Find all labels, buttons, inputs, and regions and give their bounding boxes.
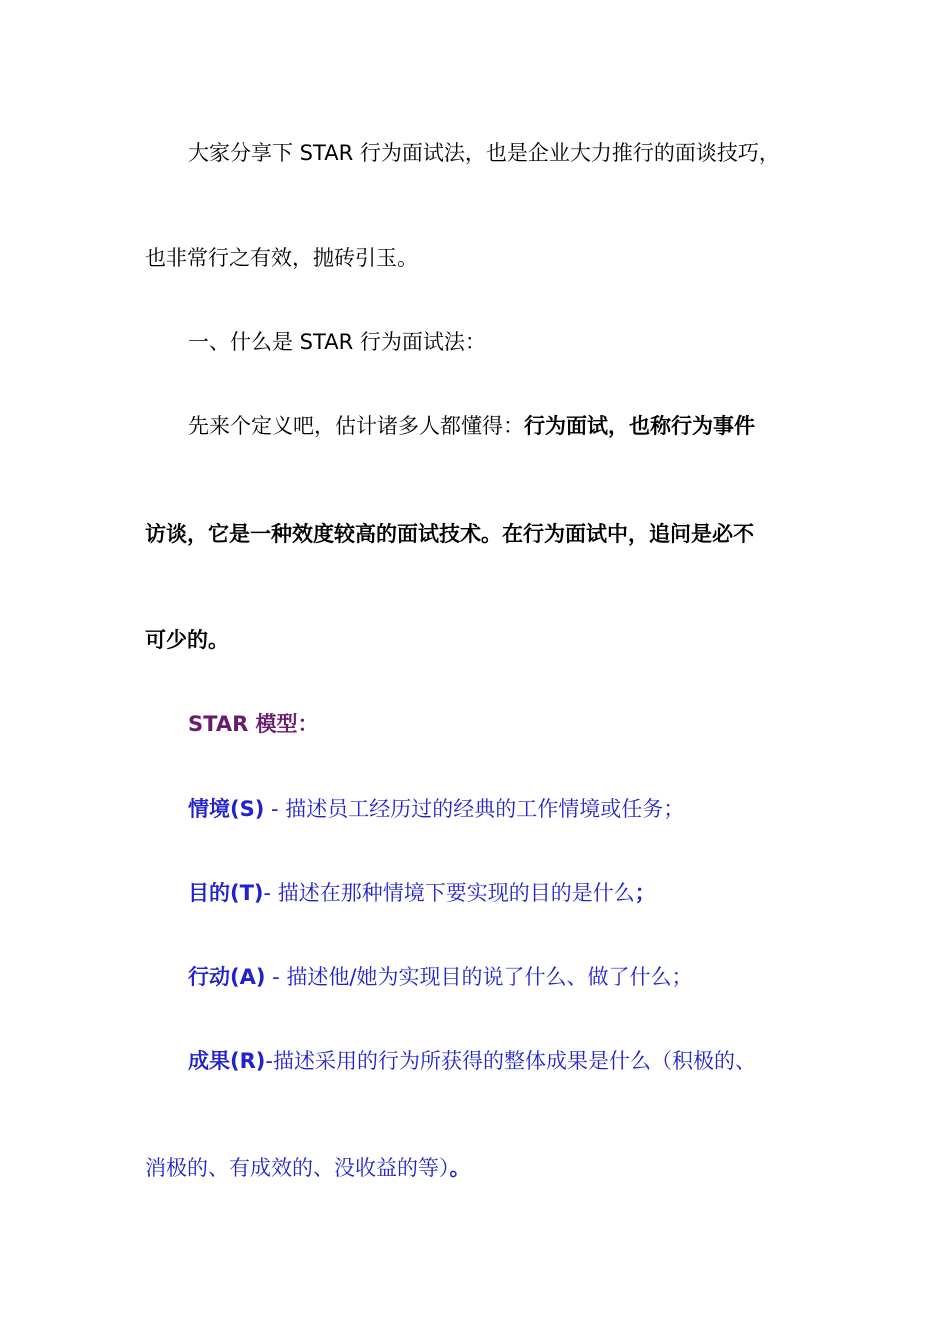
paragraph-intro-line-1: [188, 138, 780, 168]
situation-key: 情境(S): [188, 797, 265, 821]
task-text: - 描述在那种情境下要实现的目的是什么: [263, 881, 635, 905]
result-key: 成果(R): [188, 1049, 266, 1073]
section-heading-text: 一、什么是 STAR 行为面试法：: [188, 330, 486, 354]
task-end: ；: [634, 881, 656, 905]
result-end: 。: [449, 1156, 471, 1180]
definition-bold-cont: 访谈，它是一种效度较高的面试技术。在行为面试中，追问是必不: [145, 522, 754, 546]
star-item-result-line-2: [145, 1153, 471, 1183]
result-text: -描述采用的行为所获得的整体成果是什么（积极的、: [265, 1049, 756, 1073]
definition-bold: 行为面试，也称行为事件: [524, 414, 755, 438]
star-item-task: [188, 878, 656, 908]
task-key: 目的(T): [188, 881, 264, 905]
star-item-action: [188, 962, 692, 992]
intro-text-cont: 也非常行之有效，抛砖引玉。: [145, 246, 418, 270]
star-model-title-text: STAR 模型：: [188, 712, 319, 736]
star-item-result: [188, 1046, 756, 1076]
action-text: - 描述他/她为实现目的说了什么、做了什么；: [265, 965, 693, 989]
definition-bold-end: 可少的。: [145, 628, 229, 652]
definition-lead: 先来个定义吧，估计诸多人都懂得：: [188, 414, 524, 438]
star-item-situation: [188, 794, 684, 824]
paragraph-definition-line-2: [145, 519, 754, 549]
star-model-title: [188, 709, 319, 739]
situation-text: - 描述员工经历过的经典的工作情境或任务；: [264, 797, 685, 821]
paragraph-definition-line-1: [188, 411, 755, 441]
section-heading: [188, 327, 486, 357]
paragraph-definition-line-3: [145, 625, 229, 655]
action-key: 行动(A): [188, 965, 266, 989]
result-text-cont: 消极的、有成效的、没收益的等）: [145, 1156, 450, 1180]
intro-text: 大家分享下 STAR 行为面试法，也是企业大力推行的面谈技巧，: [188, 141, 780, 165]
paragraph-intro-line-2: [145, 243, 418, 273]
